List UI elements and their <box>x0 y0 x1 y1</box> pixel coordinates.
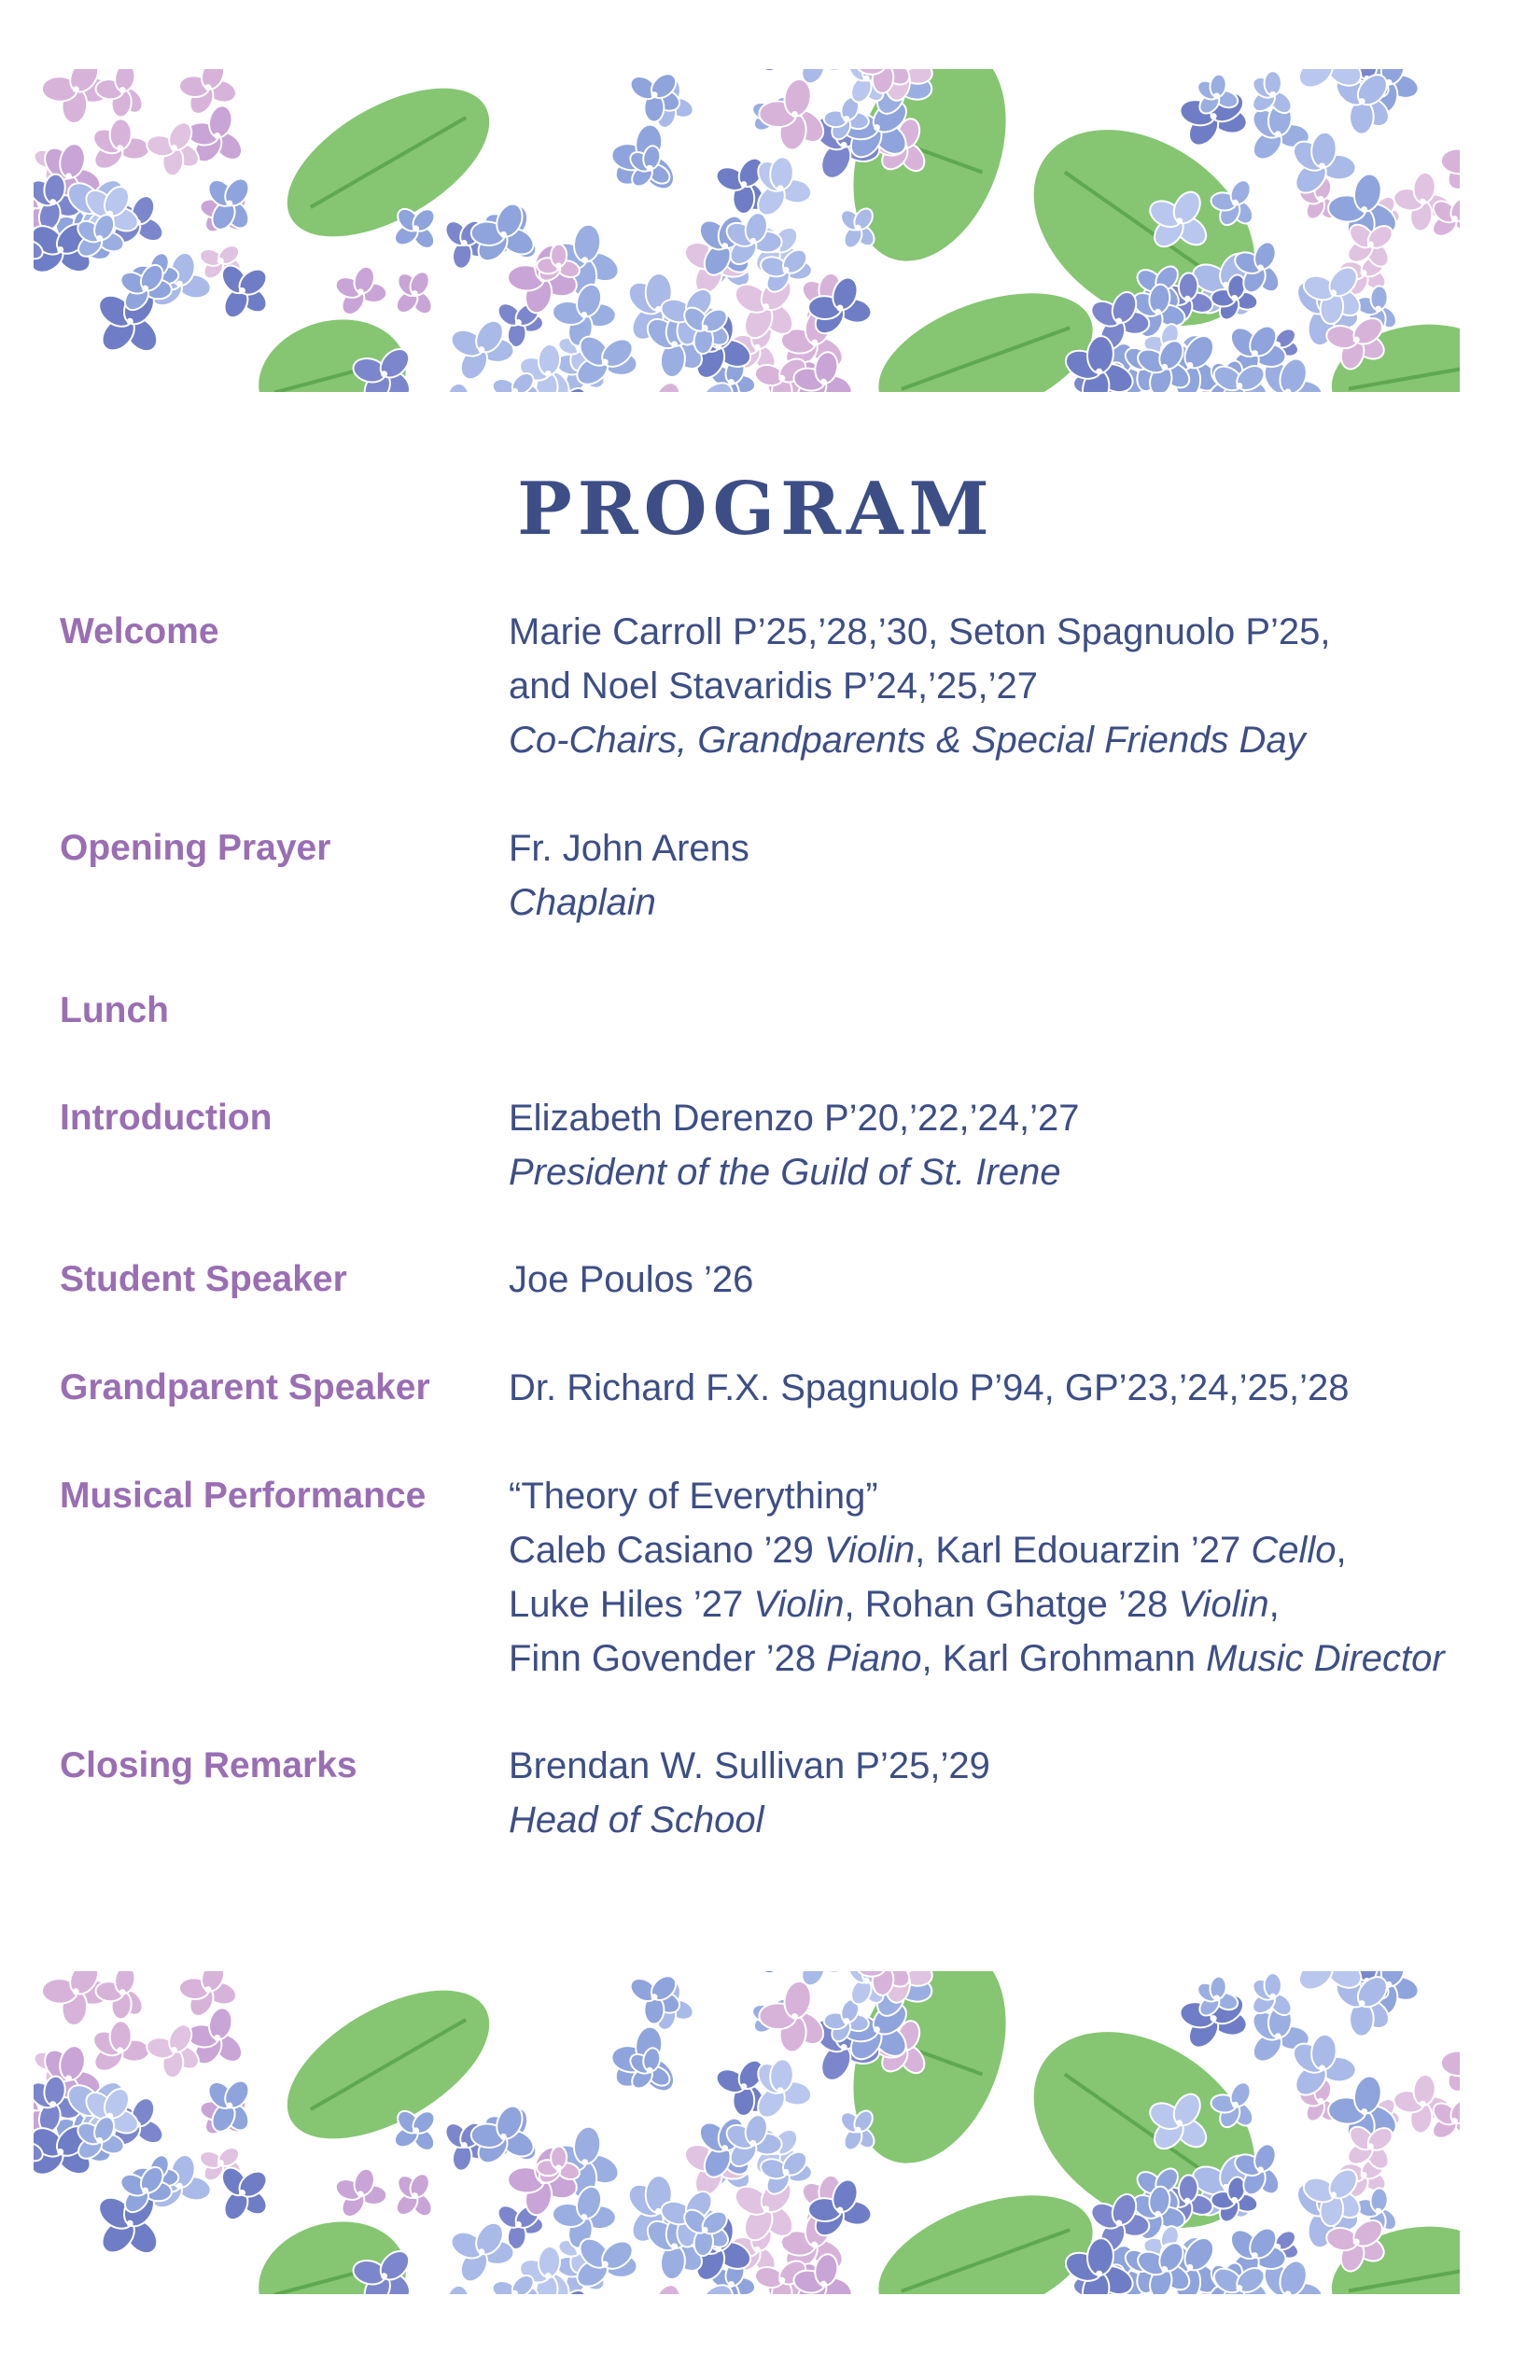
performer-name: Luke Hiles ’27 <box>509 1584 744 1625</box>
program-item-detail <box>509 821 1498 930</box>
performers-line: Luke Hiles ’27 Violin, Rohan Ghatge ’28 Violin, <box>509 1584 1280 1625</box>
speaker-name: Dr. Richard F.X. Spagnuolo P’94, GP’23,’24,’25,’28 <box>509 1367 1350 1408</box>
floral-banner-top <box>34 69 1460 392</box>
speaker-name: Brendan W. Sullivan P’25,’29 <box>509 1745 990 1786</box>
program-item-label: Welcome <box>60 611 219 651</box>
performer-instrument: Cello <box>1251 1530 1337 1571</box>
program-item-detail <box>509 1361 1498 1415</box>
program-item-label: Introduction <box>60 1098 273 1138</box>
performer-name: Caleb Casiano ’29 <box>509 1530 814 1571</box>
page-title: PROGRAM <box>517 467 995 552</box>
speaker-name: Joe Poulos ’26 <box>509 1259 754 1300</box>
program-item-label: Opening Prayer <box>60 828 331 868</box>
performer-instrument: Music Director <box>1206 1638 1445 1679</box>
program-item-detail <box>509 1091 1498 1199</box>
performer-instrument: Violin <box>753 1584 845 1625</box>
speaker-role: President of the Guild of St. Irene <box>509 1152 1061 1193</box>
program-item-detail <box>509 605 1498 767</box>
piece-title: “Theory of Everything” <box>509 1476 878 1517</box>
speaker-name: Elizabeth Derenzo P’20,’22,’24,’27 <box>509 1098 1080 1139</box>
program-item-label: Closing Remarks <box>60 1745 357 1785</box>
speaker-role: Chaplain <box>509 882 656 923</box>
speaker-role: Head of School <box>509 1799 764 1841</box>
performer-instrument: Violin <box>1178 1584 1269 1625</box>
floral-banner-bottom <box>34 1971 1460 2294</box>
program-item-detail <box>509 1739 1498 1847</box>
performer-instrument: Violin <box>824 1530 916 1571</box>
speaker-role: Co-Chairs, Grandparents & Special Friends Day <box>509 720 1306 761</box>
program-item-label: Musical Performance <box>60 1476 427 1516</box>
program-item-label: Student Speaker <box>60 1259 347 1299</box>
speaker-name: Fr. John Arens <box>509 828 749 869</box>
speaker-names-continued: and Noel Stavaridis P’24,’25,’27 <box>509 665 1039 707</box>
performer-instrument: Piano <box>826 1638 922 1679</box>
performer-name: Karl Grohmann <box>942 1638 1196 1679</box>
performer-name: Rohan Ghatge ’28 <box>864 1584 1169 1625</box>
program-item-detail <box>509 1253 1498 1307</box>
program-item-detail <box>509 1469 1498 1686</box>
program-item-label: Lunch <box>60 990 169 1030</box>
performer-name: Karl Edouarzin ’27 <box>935 1530 1241 1571</box>
performers-line: Caleb Casiano ’29 Violin, Karl Edouarzin ’27 Cello, <box>509 1530 1347 1571</box>
hydrangea-floral-art <box>34 1971 1460 2294</box>
hydrangea-floral-art <box>34 69 1460 392</box>
speaker-names: Marie Carroll P’25,’28,’30, Seton Spagnuolo P’25, <box>509 611 1331 652</box>
performers-line: Finn Govender ’28 Piano, Karl Grohmann Music Director <box>509 1638 1445 1679</box>
performer-name: Finn Govender ’28 <box>509 1638 817 1679</box>
program-item-label: Grandparent Speaker <box>60 1367 430 1407</box>
